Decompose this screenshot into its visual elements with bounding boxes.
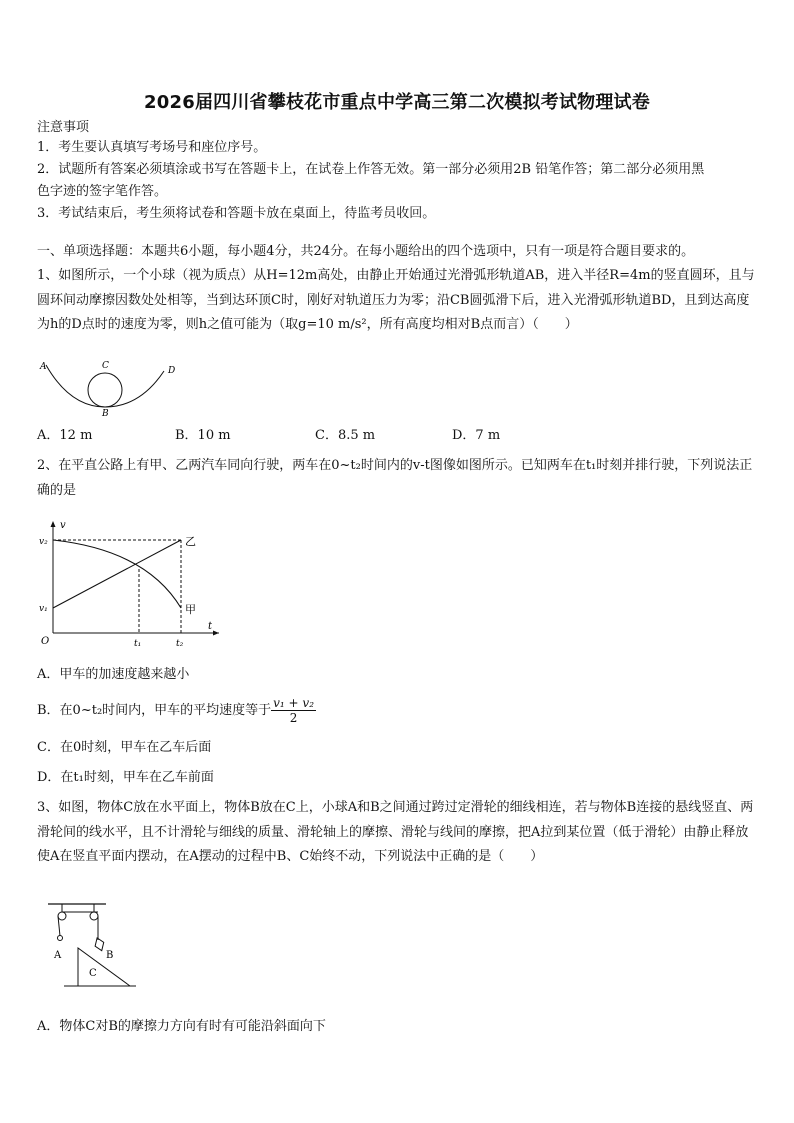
question-1-stem: 1、如图所示，一个小球（视为质点）从H=12m高处，由静止开始通过光滑弧形轨道AB，进入半径R=4m的竖直圆环，且与圆环间动摩擦因数处处相等，当到达环顶C时，刚好对轨道压力为零；沿CB圆弧滑下后，进入光滑弧形轨道BD，且到达高度为h的D点时的速度为零，则h之值可能为（取g=10 m/s²，所有高度均相对B点而言）（ ） [37,268,755,332]
origin-label: O [41,636,50,647]
question-2-stem: 2、在平直公路上有甲、乙两汽车同向行驶，两车在0~t₂时间内的v-t图像如图所示。已知两车在t₁时刻并排行驶，下列说法正确的是 [37,458,753,498]
figure-label-a: A [40,362,47,372]
v-axis-label: v [60,520,66,531]
v1-tick-label: v₁ [39,604,48,614]
notice-item: 2．试题所有答案必须填涂或书写在答题卡上，在试卷上作答无效。第一部分必须用2B 铅笔作答；第二部分必须用黑 [37,162,705,177]
question-3-stem: 3、如图，物体C放在水平面上，物体B放在C上，小球A和B之间通过跨过定滑轮的细线相连，若与物体B连接的悬线竖直、两滑轮间的线水平，且不计滑轮与细线的质量、滑轮轴上的摩擦、滑轮与线间的摩擦，把A拉到某位置（低于滑轮）由静止释放使A在竖直平面内摆动，在A摆动的过程中B、C始终不动，下列说法中正确的是（ ） [37,800,754,864]
option-c: C．8.5 m [315,428,376,443]
car-yi-label: 乙 [185,535,196,548]
notice-item: 3．考试结束后，考生须将试卷和答题卡放在桌面上，待监考员收回。 [37,206,436,221]
figure-pulley-incline [44,900,144,992]
fraction-numerator: v₁ + v₂ [273,696,315,710]
figure-label-c: C [89,968,97,979]
option-a: A．物体C对B的摩擦力方向有时有可能沿斜面向下 [37,1019,326,1034]
option-c: C．在0时刻，甲车在乙车后面 [37,740,212,755]
figure-vt-graph [36,516,226,648]
figure-label-a: A [54,950,62,961]
page-title: 2026届四川省攀枝花市重点中学高三第二次模拟考试物理试卷 [144,92,650,113]
notice-heading: 注意事项 [37,120,90,135]
t1-tick-label: t₁ [134,639,142,648]
t2-tick-label: t₂ [176,639,184,648]
option-b: B．10 m [175,428,231,443]
v2-tick-label: v₂ [39,537,48,547]
figure-label-b: B [102,409,109,417]
fraction-denominator: 2 [289,711,298,725]
car-jia-label: 甲 [185,603,196,616]
section-heading: 一、单项选择题：本题共6小题，每小题4分，共24分。在每小题给出的四个选项中，只有一项是符合题目要求的。 [37,244,695,259]
notice-item: 色字迹的签字笔作答。 [37,184,168,199]
option-b-fraction [271,696,316,725]
figure-label-b: B [106,950,114,961]
option-d: D．7 m [452,428,501,443]
t-axis-label: t [208,621,213,632]
option-d: D．在t₁时刻，甲车在乙车前面 [37,770,214,785]
option-b [37,696,316,725]
option-a: A．12 m [37,428,93,443]
figure-label-d: D [168,366,176,376]
option-b-text: B．在0~t₂时间内，甲车的平均速度等于 [37,703,272,718]
option-a: A．甲车的加速度越来越小 [37,667,190,682]
figure-label-c: C [102,361,109,371]
notice-item: 1．考生要认真填写考场号和座位序号。 [37,140,267,155]
figure-track-loop [30,355,190,417]
